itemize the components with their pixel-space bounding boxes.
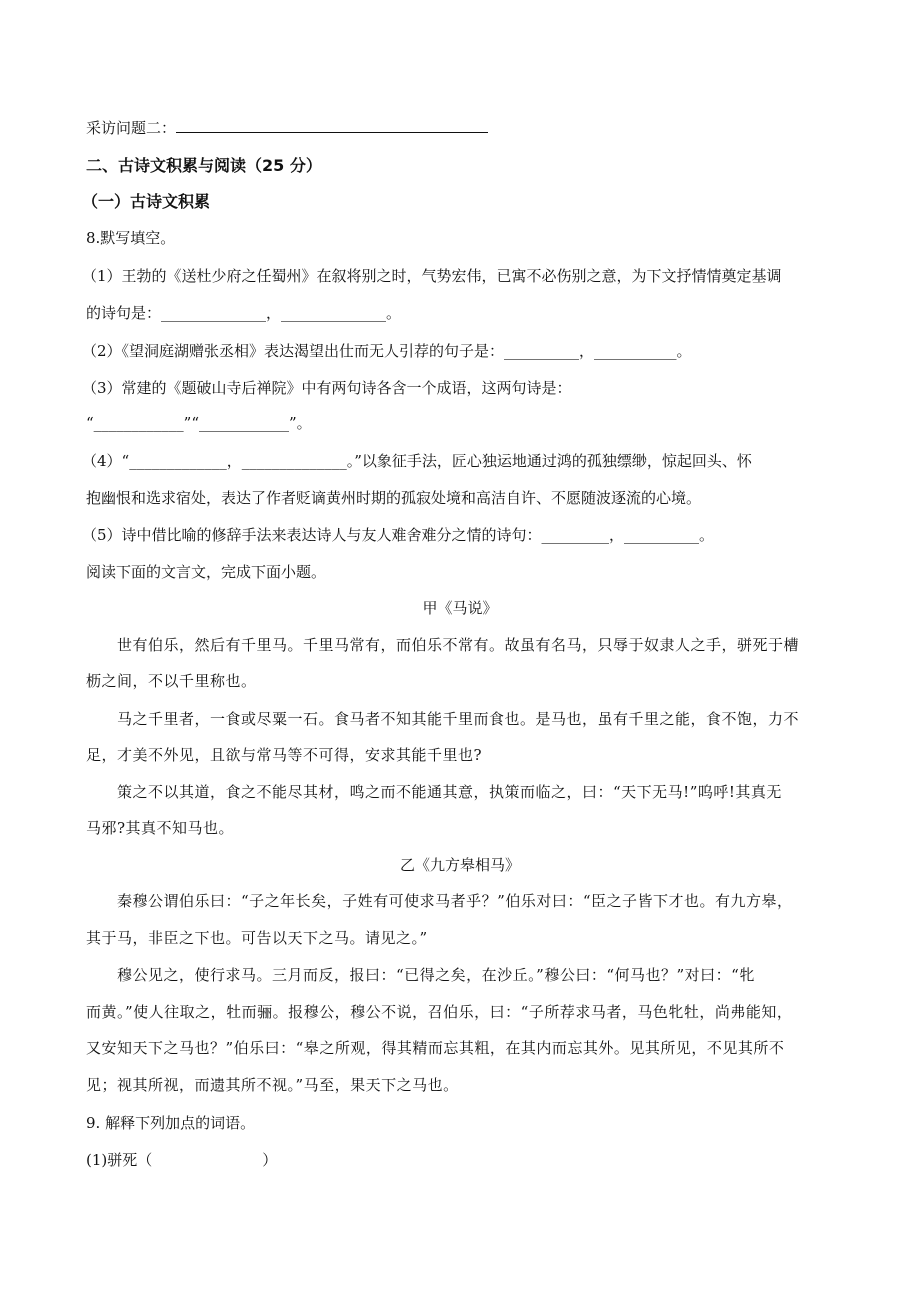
passage-jia-p1-line1: 世有伯乐，然后有千里马。千里马常有，而伯乐不常有。故虽有名马，只辱于奴隶人之手，骈死于槽 [117,636,800,654]
passage-jia-p3-line1: 策之不以其道，食之不能尽其材，鸣之而不能通其意，执策而临之，曰：“天下无马!”呜呼!其真无 [117,783,782,801]
q8-item5: （5）诗中借比喻的修辞手法来表达诗人与友人难舍难分之情的诗句：_________，__________。 [82,526,715,544]
passage-jia-p3-line2: 马邪?其真不知马也。 [86,819,235,837]
passage-yi-p2-line2: 而黄。”使人往取之，牡而骊。报穆公，穆公不说，召伯乐，曰：“子所荐求马者，马色牝牡，尚弗能知， [86,1003,793,1021]
passage-jia-p2-line2: 足，才美不外见，且欲与常马等不可得，安求其能千里也? [86,746,483,764]
interview-answer-blank[interactable] [176,118,488,133]
passage-yi-p2-line4: 见；视其所视，而遗其所不视。”马至，果天下之马也。 [86,1076,459,1094]
passage-jia-p1-line2: 枥之间，不以千里称也。 [86,672,257,690]
question-9-title: 9. 解释下列加点的词语。 [86,1114,256,1132]
passage-jia-p2-line1: 马之千里者，一食或尽粟一石。食马者不知其能千里而食也。是马也，虽有千里之能，食不饱，力不 [117,710,800,728]
q8-item4-line2: 抱幽恨和选求宿处，表达了作者贬谪黄州时期的孤寂处境和高洁自许、不愿随波逐流的心境。 [86,489,702,507]
reading-intro: 阅读下面的文言文，完成下面小题。 [86,563,327,581]
q8-item2: （2）《望洞庭湖赠张丞相》表达渴望出仕而无人引荐的句子是：__________，___________。 [82,342,692,360]
passage-yi-p1-line2: 其于马，非臣之下也。可告以天下之马。请见之。” [86,929,428,947]
q8-item3-line2: “____________”“____________”。 [86,414,312,432]
subsection-heading: （一）古诗文积累 [82,192,211,211]
q8-item3-line1: （3）常建的《题破山寺后禅院》中有两句诗各含一个成语，这两句诗是： [82,379,572,397]
q8-item1-line2: 的诗句是：______________，______________。 [86,304,402,322]
question-8-title: 8.默写填空。 [86,229,176,247]
passage-yi-title: 乙《九方皋相马》 [399,856,520,874]
interview-question-2 [86,118,488,138]
q8-item4-line1: （4）“_____________，______________。”以象征手法，匠心独运地通过鸿的孤独缥缈，惊起回头、怀 [82,452,752,470]
q9-item1-label: (1)骈死（ [86,1151,153,1169]
passage-jia-title: 甲《马说》 [422,599,498,617]
passage-yi-p1-line1: 秦穆公谓伯乐曰：“子之年长矣，子姓有可使求马者乎？”伯乐对曰：“臣之子皆下才也。有九方皋， [117,892,793,910]
q8-item1-line1: （1）王勃的《送杜少府之任蜀州》在叙将别之时，气势宏伟，已寓不必伤别之意，为下文抒情情奠定基调 [82,267,782,285]
passage-yi-p2-line3: 又安知天下之马也？”伯乐曰：“皋之所观，得其精而忘其粗，在其内而忘其外。见其所见，不见其所不 [86,1039,785,1057]
section-heading: 二、古诗文积累与阅读（25 分） [86,156,322,175]
passage-yi-p2-line1: 穆公见之，使行求马。三月而反，报曰：“已得之矣，在沙丘。”穆公曰：“何马也？”对曰：“牝 [117,966,755,984]
q9-item1 [86,1150,277,1170]
interview-label: 采访问题二： [86,119,177,137]
q9-item1-close: ） [262,1151,278,1169]
